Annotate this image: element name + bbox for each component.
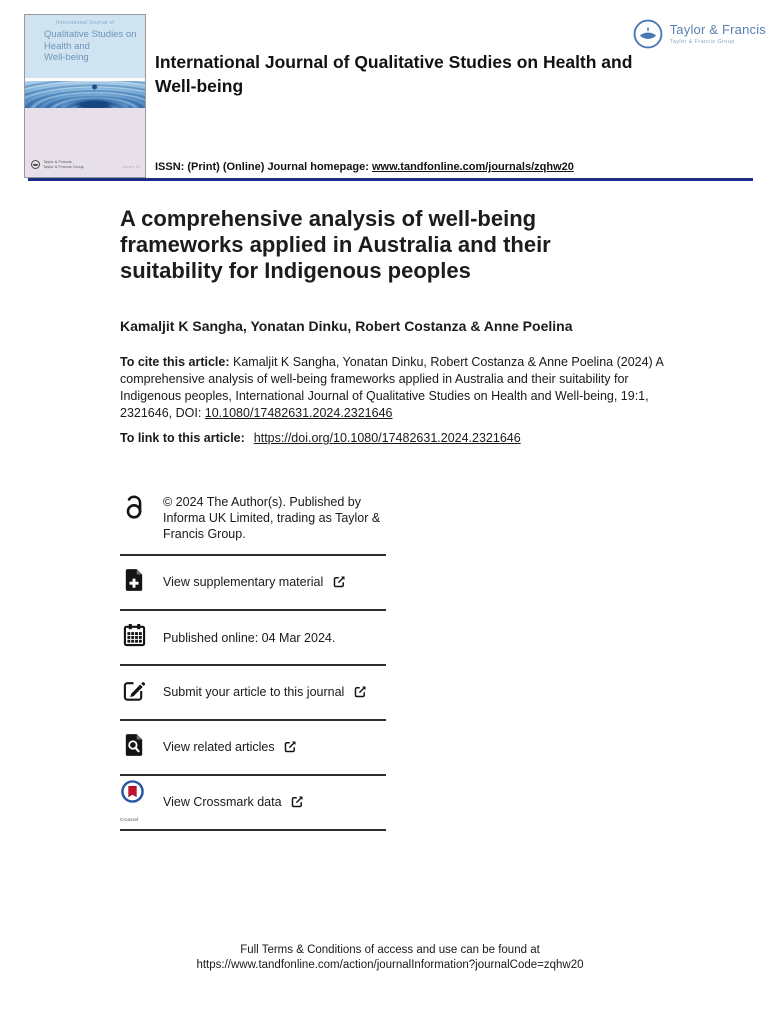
action-row[interactable]: View related articles bbox=[120, 721, 386, 776]
taylor-francis-globe-icon bbox=[632, 18, 664, 55]
cite-label: To cite this article: bbox=[120, 355, 230, 369]
external-link-icon bbox=[329, 577, 345, 591]
doi-link[interactable]: 10.1080/17482631.2024.2321646 bbox=[204, 406, 393, 420]
external-link-icon bbox=[350, 687, 366, 701]
link-label: To link to this article: bbox=[120, 431, 245, 445]
action-row[interactable]: Submit your article to this journal bbox=[120, 666, 386, 721]
crossmark-caption: Crossref bbox=[120, 816, 139, 822]
header-rule bbox=[28, 178, 753, 181]
action-list bbox=[120, 486, 386, 831]
external-link-icon bbox=[281, 742, 297, 756]
footer-terms-url[interactable]: https://www.tandfonline.com/action/journalInformation?journalCode=zqhw20 bbox=[196, 959, 584, 971]
supplementary-material-icon bbox=[120, 568, 148, 597]
crossmark-icon bbox=[120, 780, 148, 826]
footer-line1: Full Terms & Conditions of access and use can be found at bbox=[240, 944, 540, 956]
cover-publisher-logo: Taylor & Francis Taylor & Francis Group bbox=[31, 160, 84, 169]
cover-bottom-panel bbox=[25, 108, 145, 177]
journal-cover-thumbnail bbox=[24, 14, 146, 178]
action-row[interactable]: View supplementary material bbox=[120, 556, 386, 611]
taylor-francis-tagline: Taylor & Francis Group bbox=[669, 39, 735, 45]
journal-homepage-link[interactable]: www.tandfonline.com/journals/zqhw20 bbox=[371, 161, 574, 173]
article-authors: Kamaljit K Sangha, Yonatan Dinku, Robert Costanza & Anne Poelina bbox=[120, 318, 573, 334]
cover-volume-note: Volume 19 bbox=[122, 165, 140, 169]
calendar-icon bbox=[120, 623, 148, 652]
cite-text: Kamaljit K Sangha, Yonatan Dinku, Robert Costanza & Anne Poelina (2024) A comprehensive analysis of well-being frameworks applied in Australia and their suitability for Indigenous peoples, International Journal of Qualitative Studies on Health and Well-being, 19:1, 2321646, DOI: bbox=[120, 355, 664, 420]
cover-water-ripple-image bbox=[25, 81, 145, 108]
taylor-francis-name: Taylor & Francis bbox=[669, 22, 766, 37]
related-articles-icon bbox=[120, 733, 148, 762]
issn-homepage-line bbox=[155, 161, 574, 173]
external-link-icon bbox=[288, 797, 304, 811]
article-title: A comprehensive analysis of well-being frameworks applied in Australia and their suitability for Indigenous peoples bbox=[120, 206, 551, 283]
cover-top-panel bbox=[25, 15, 145, 78]
issn-label: ISSN: (Print) (Online) Journal homepage: bbox=[155, 161, 372, 173]
journal-title: International Journal of Qualitative Studies on Health and Well-being bbox=[155, 52, 633, 96]
article-doi-url-link[interactable]: https://doi.org/10.1080/17482631.2024.2321646 bbox=[253, 431, 521, 445]
submit-article-icon bbox=[120, 679, 148, 707]
link-line bbox=[120, 431, 521, 445]
taylor-francis-mini-icon bbox=[31, 160, 40, 169]
cover-journal-title: Qualitative Studies on Health and Well-being bbox=[44, 29, 137, 63]
action-row[interactable]: Published online: 04 Mar 2024. bbox=[120, 611, 386, 666]
open-access-icon bbox=[120, 494, 148, 525]
footer-terms bbox=[0, 943, 780, 973]
action-row[interactable]: © 2024 The Author(s). Published by Informa UK Limited, trading as Taylor & Francis Group. bbox=[120, 486, 386, 556]
action-row[interactable]: Crossref View Crossmark data bbox=[120, 776, 386, 831]
cover-kicker: International Journal of bbox=[55, 20, 115, 26]
taylor-francis-logo bbox=[632, 18, 766, 55]
citation-block bbox=[120, 354, 688, 422]
